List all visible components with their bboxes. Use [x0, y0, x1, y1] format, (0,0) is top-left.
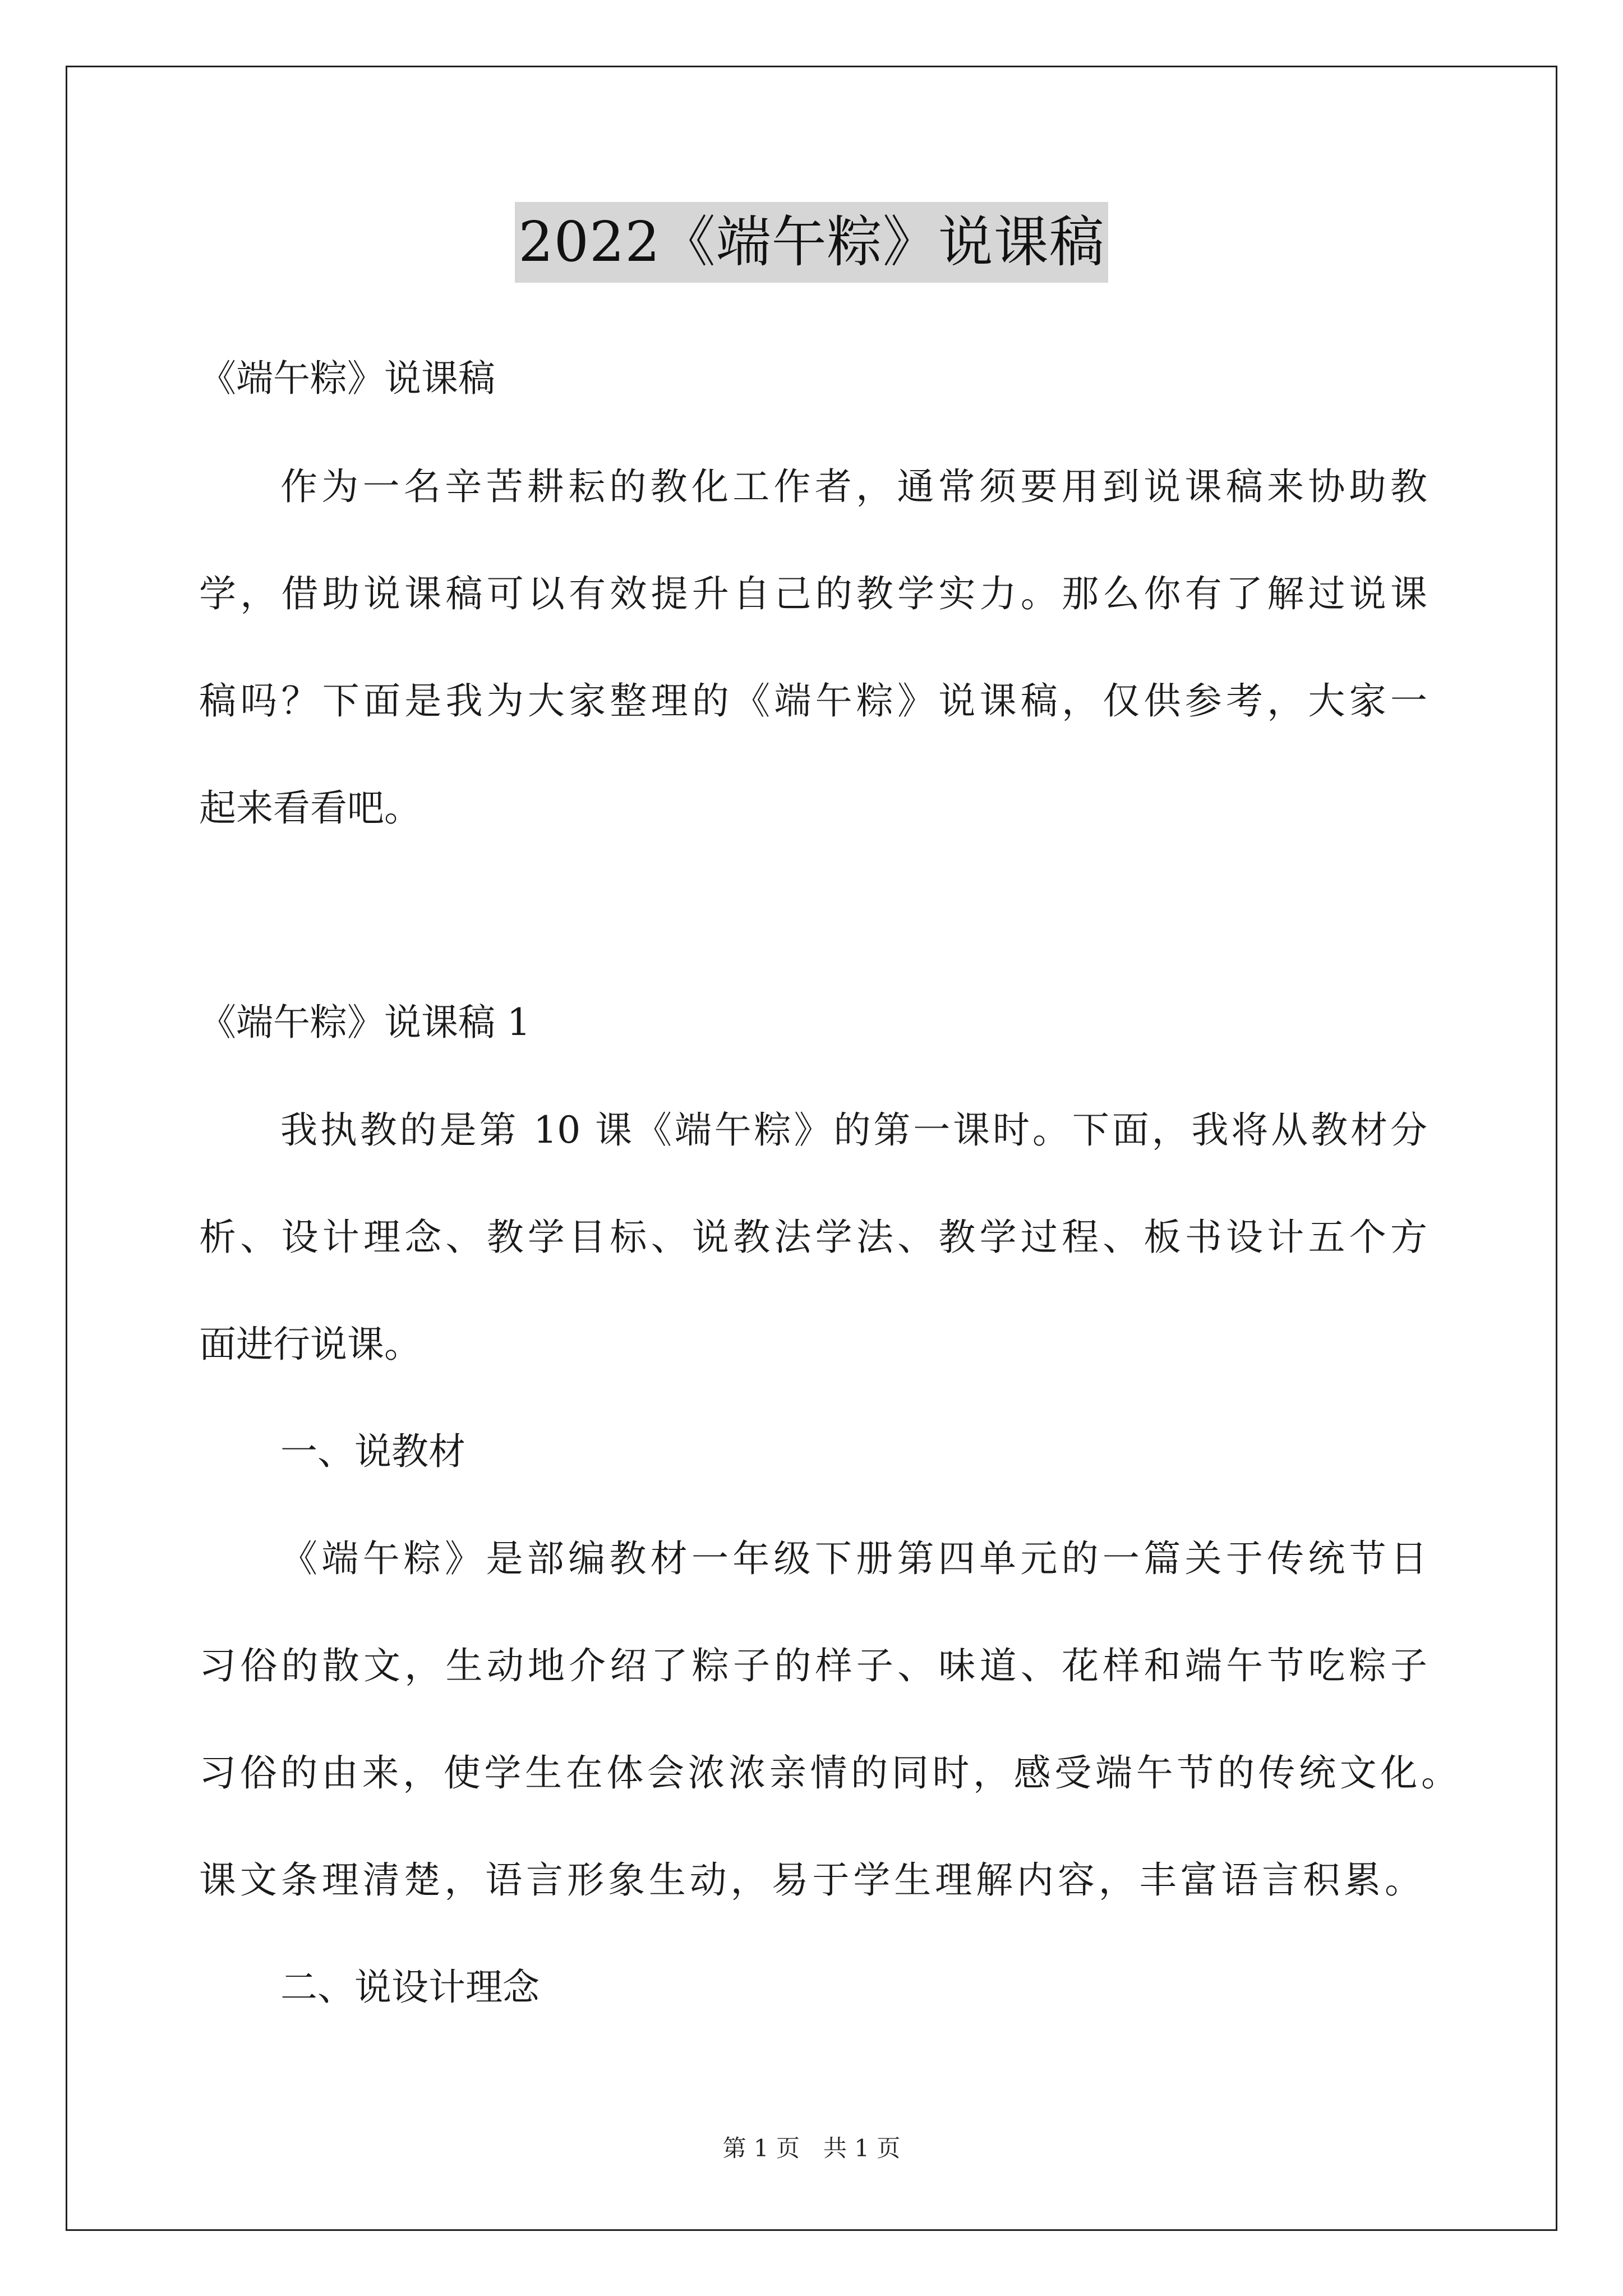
page-footer: 第 1 页 共 1 页 — [722, 2134, 901, 2162]
paragraph-line: 《端午粽》是部编教材一年级下册第四单元的一篇关于传统节日 — [280, 1537, 1427, 1580]
paragraph-line: 起来看看吧。 — [199, 786, 421, 830]
section-heading: 《端午粽》说课稿 1 — [199, 1001, 531, 1044]
subtitle: 《端午粽》说课稿 — [199, 357, 495, 400]
title-container — [0, 202, 1623, 283]
paragraph-line: 析、设计理念、教学目标、说教法学法、教学过程、板书设计五个方 — [199, 1216, 1427, 1259]
paragraph-line: 习俗的由来，使学生在体会浓浓亲情的同时，感受端午节的传统文化。 — [199, 1751, 1458, 1795]
document-title: 2022《端午粽》说课稿 — [515, 202, 1108, 283]
section-heading: 一、说教材 — [280, 1430, 465, 1473]
paragraph-line: 习俗的散文，生动地介绍了粽子的样子、味道、花样和端午节吃粽子 — [199, 1644, 1427, 1687]
paragraph-line: 课文条理清楚，语言形象生动，易于学生理解内容，丰富语言积累。 — [199, 1858, 1422, 1902]
paragraph-line: 稿吗？下面是我为大家整理的《端午粽》说课稿，仅供参考，大家一 — [199, 679, 1427, 723]
section-heading: 二、说设计理念 — [280, 1966, 540, 2009]
paragraph-line: 学，借助说课稿可以有效提升自己的教学实力。那么你有了解过说课 — [199, 572, 1427, 615]
paragraph-line: 我执教的是第 10 课《端午粽》的第一课时。下面，我将从教材分 — [280, 1108, 1427, 1152]
paragraph-line: 作为一名辛苦耕耘的教化工作者，通常须要用到说课稿来协助教 — [280, 465, 1427, 508]
paragraph-line: 面进行说课。 — [199, 1323, 421, 1366]
